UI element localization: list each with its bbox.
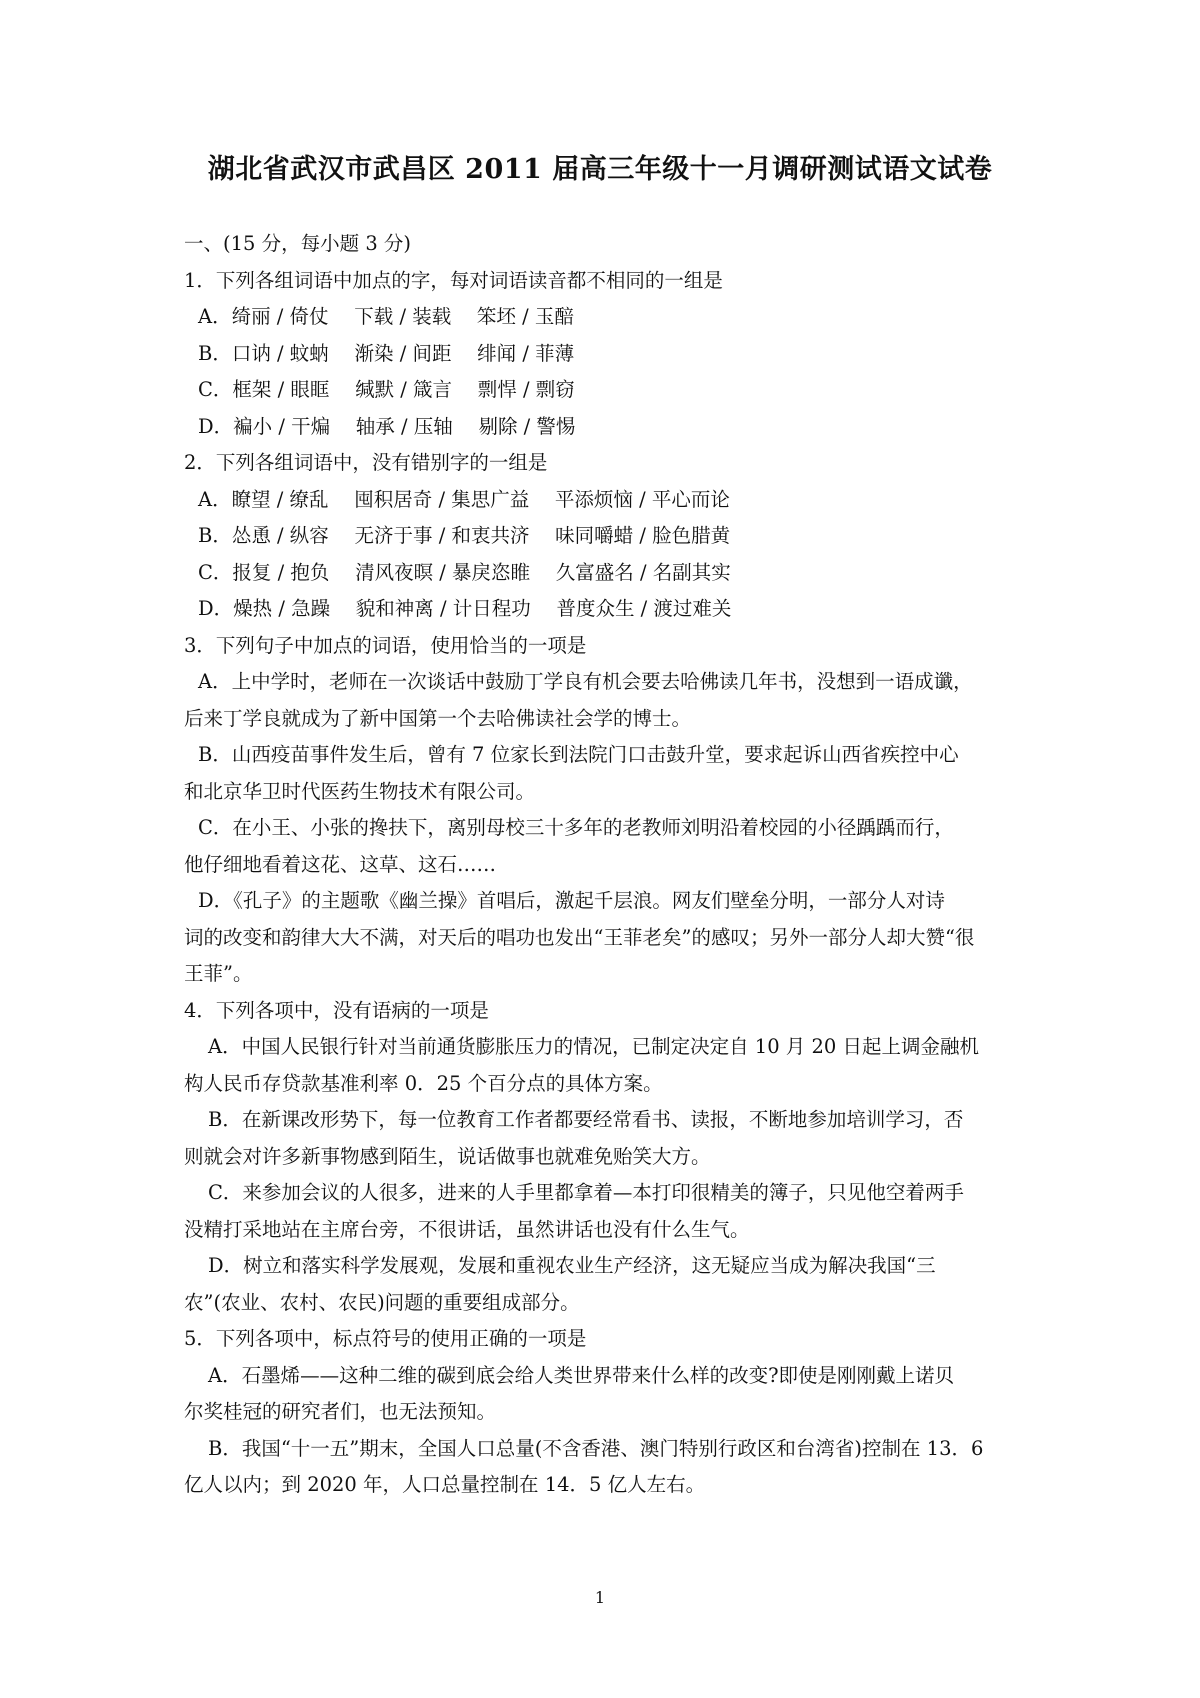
question-1-option-b: B．口讷 / 蚊蚋 渐染 / 间距 绯闻 / 菲薄 bbox=[198, 341, 575, 365]
question-3-stem: 3．下列句子中加点的词语，使用恰当的一项是 bbox=[184, 633, 587, 657]
question-3-option-d-line3: 王菲”。 bbox=[184, 962, 253, 985]
page-number: 1 bbox=[594, 1588, 606, 1607]
question-4-option-c-line2: 没精打采地站在主席台旁，不很讲话，虽然讲话也没有什么生气。 bbox=[184, 1217, 750, 1241]
question-3-option-a-line2: 后来丁学良就成为了新中国第一个去哈佛读社会学的博士。 bbox=[184, 706, 692, 730]
question-1-option-a: A．绮丽 / 倚仗 下载 / 装载 笨坯 / 玉醅 bbox=[198, 305, 574, 328]
question-5-stem: 5．下列各项中，标点符号的使用正确的一项是 bbox=[184, 1327, 587, 1350]
question-3-option-c-line1: C．在小王、小张的搀扶下，离别母校三十多年的老教师刘明沿着校园的小径踽踽而行， bbox=[198, 816, 954, 839]
question-3-option-b-line1: B．山西疫苗事件发生后，曾有 7 位家长到法院门口击鼓升堂，要求起诉山西省疾控中心 bbox=[198, 743, 959, 766]
question-3-option-a-line1: A．上中学时，老师在一次谈话中鼓励丁学良有机会要去哈佛读几年书，没想到一语成谶， bbox=[198, 670, 973, 693]
question-3-option-d-line1: D．《孔子》的主题歌《幽兰操》首唱后，激起千层浪。网友们壁垒分明，一部分人对诗 bbox=[198, 889, 945, 912]
question-4-option-a-line1: A．中国人民银行针对当前通货膨胀压力的情况，已制定决定自 10 月 20 日起上调金融机 bbox=[208, 1035, 980, 1058]
question-2-option-d: D．燥热 / 急躁 貌和神离 / 计日程功 普度众生 / 渡过难关 bbox=[198, 597, 732, 620]
question-4-option-c-line1: C．来参加会议的人很多，进来的人手里都拿着—本打印很精美的簿子，只见他空着两手 bbox=[208, 1181, 964, 1204]
question-2-option-c: C．报复 / 抱负 清风夜暝 / 暴戾恣睢 久富盛名 / 名副其实 bbox=[198, 560, 731, 584]
question-5-option-b-line2: 亿人以内；到 2020 年，人口总量控制在 14．5 亿人左右。 bbox=[184, 1473, 706, 1496]
question-3-option-c-line2: 他仔细地看着这花、这草、这石…… bbox=[184, 852, 497, 876]
question-1-option-d: D．褊小 / 干煸 轴承 / 压轴 剔除 / 警惕 bbox=[198, 414, 576, 438]
question-4-option-b-line1: B．在新课改形势下，每一位教育工作者都要经常看书、读报，不断地参加培训学习，否 bbox=[208, 1108, 964, 1131]
question-4-option-a-line2: 构人民币存贷款基准利率 0．25 个百分点的具体方案。 bbox=[184, 1071, 663, 1095]
question-3-option-d-line2: 词的改变和韵律大大不满，对天后的唱功也发出“王菲老矣”的感叹；另外一部分人却大赞“很 bbox=[184, 925, 975, 949]
question-1-stem: 1．下列各组词语中加点的字，每对词语读音都不相同的一组是 bbox=[184, 268, 723, 292]
question-4-option-d-line2: 农”(农业、农村、农民)问题的重要组成部分。 bbox=[184, 1290, 580, 1314]
question-4-option-b-line2: 则就会对许多新事物感到陌生，说话做事也就难免贻笑大方。 bbox=[184, 1144, 711, 1168]
question-5-option-a-line2: 尔奖桂冠的研究者们，也无法预知。 bbox=[184, 1400, 497, 1423]
question-2-stem: 2．下列各组词语中，没有错别字的一组是 bbox=[184, 451, 548, 474]
question-3-option-b-line2: 和北京华卫时代医药生物技术有限公司。 bbox=[184, 779, 536, 803]
question-4-stem: 4．下列各项中，没有语病的一项是 bbox=[184, 998, 489, 1022]
question-1-option-c: C．框架 / 眼眶 缄默 / 箴言 剽悍 / 剽窃 bbox=[198, 378, 575, 401]
section-header: 一、(15 分，每小题 3 分) bbox=[184, 232, 412, 255]
question-5-option-a-line1: A．石墨烯——这种二维的碳到底会给人类世界带来什么样的改变?即使是刚刚戴上诺贝 bbox=[208, 1363, 955, 1387]
question-4-option-d-line1: D．树立和落实科学发展观，发展和重视农业生产经济，这无疑应当成为解决我国“三 bbox=[208, 1254, 936, 1277]
exam-body bbox=[184, 226, 1026, 1504]
question-2-option-a: A．瞭望 / 缭乱 囤积居奇 / 集思广益 平添烦恼 / 平心而论 bbox=[198, 487, 730, 511]
question-2-option-b: B．怂恿 / 纵容 无济于事 / 和衷共济 味同嚼蜡 / 脸色腊黄 bbox=[198, 524, 731, 547]
question-5-option-b-line1: B．我国“十一五”期末，全国人口总量(不含香港、澳门特别行政区和台湾省)控制在 13．6 bbox=[208, 1436, 984, 1460]
exam-title: 湖北省武汉市武昌区 2011 届高三年级十一月调研测试语文试卷 bbox=[207, 154, 993, 185]
